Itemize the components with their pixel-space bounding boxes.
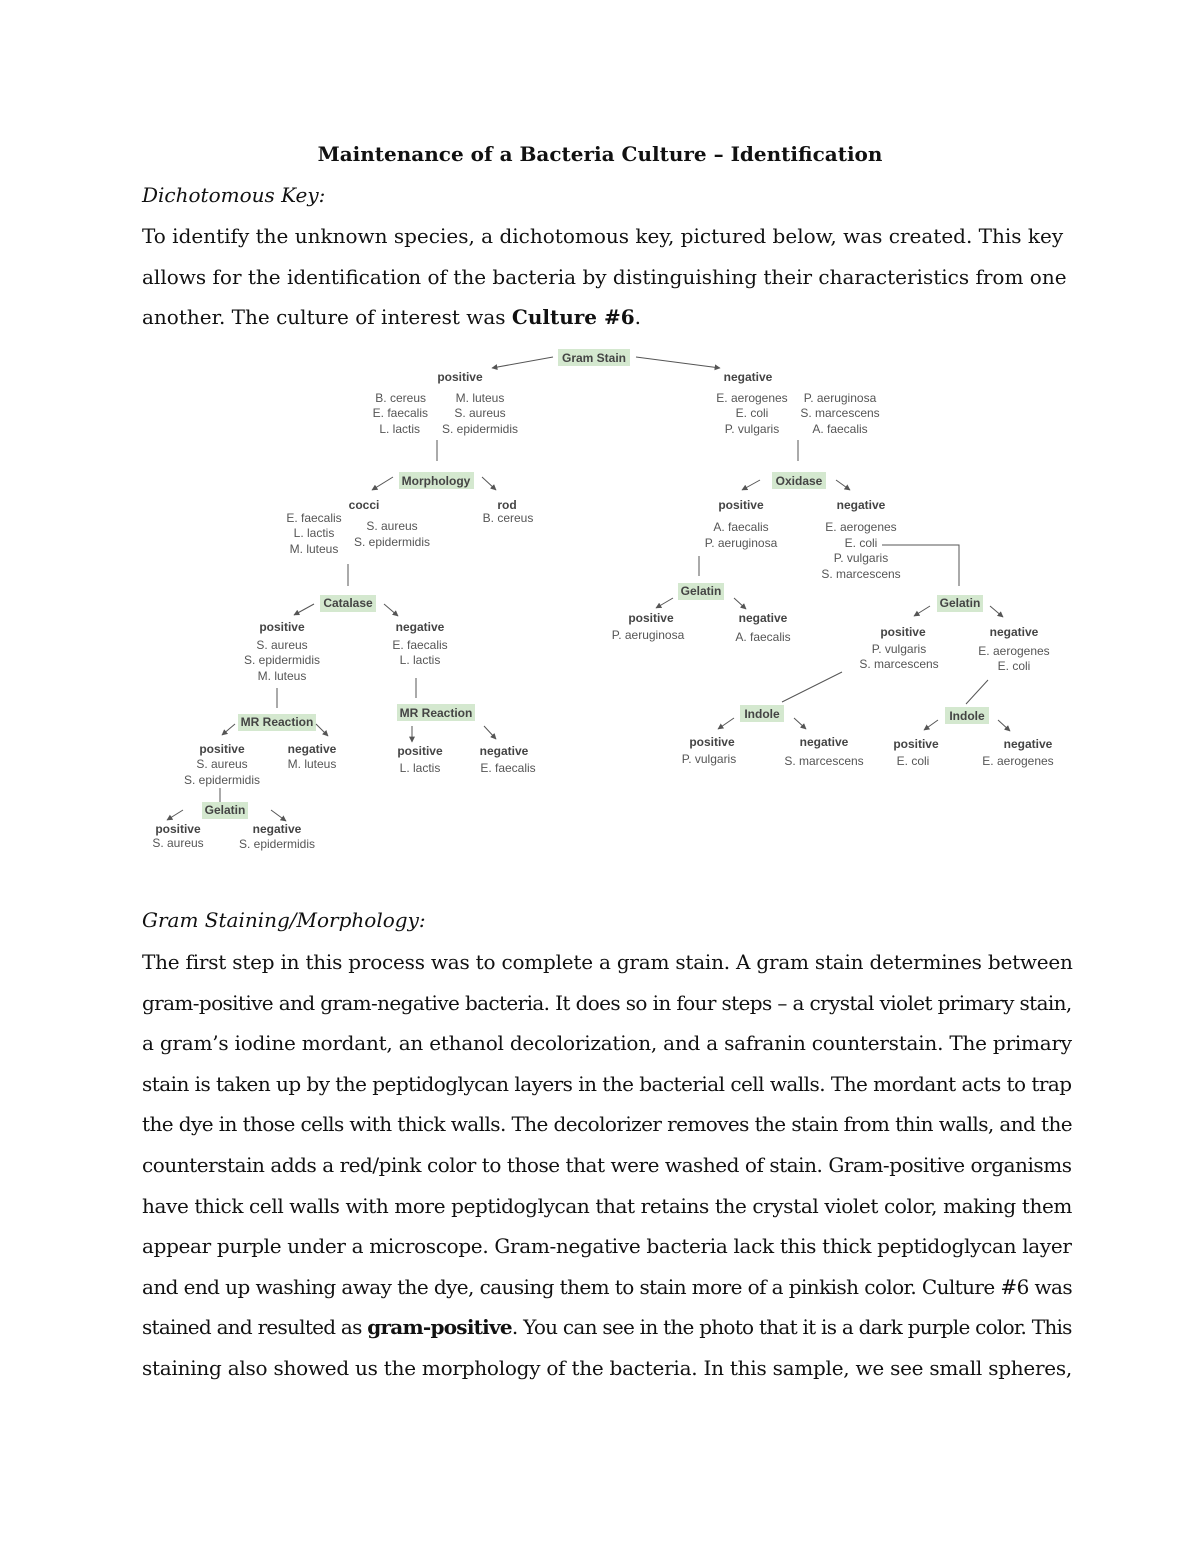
arrow (794, 718, 806, 729)
species-label: E. faecalis (392, 638, 448, 652)
species-label: S. epidermidis (238, 837, 316, 851)
gram-negative-heading: negative (723, 370, 773, 384)
paragraph-line: To identify the unknown species, a dichotomous key, pictured below, was created. This key (142, 224, 1064, 248)
text-run: another. The culture of interest was (142, 305, 512, 330)
indole-label: Indole (949, 709, 985, 723)
gelatin-negative-heading: negative (252, 822, 302, 836)
arrow (484, 726, 496, 739)
arrow (384, 604, 398, 616)
arrow (316, 724, 328, 736)
species-label: A. faecalis (812, 422, 868, 436)
catalase-positive-heading: positive (259, 620, 305, 634)
species-label: L. lactis (293, 526, 335, 540)
species-label: P. aeruginosa (611, 628, 685, 642)
catalase-label: Catalase (323, 596, 373, 610)
mr-positive-heading: positive (397, 744, 443, 758)
connector-line (782, 672, 842, 702)
indole-positive-heading: positive (893, 737, 939, 751)
mr-reaction-label: MR Reaction (399, 706, 473, 720)
species-label: S. aureus (366, 519, 418, 533)
species-label: M. luteus (287, 757, 337, 771)
arrow (990, 606, 1003, 617)
mr-negative-heading: negative (287, 742, 337, 756)
species-label: M. luteus (289, 542, 339, 556)
species-label: B. cereus (375, 391, 426, 405)
species-label: E. faecalis (372, 406, 428, 420)
arrow (482, 477, 496, 490)
paragraph-line (142, 297, 1072, 338)
gram-result-bold: gram-positive (367, 1315, 512, 1340)
gram-stain-label: Gram Stain (561, 351, 627, 365)
species-label: E. coli (735, 406, 769, 420)
indole-negative-heading: negative (799, 735, 849, 749)
species-label: E. aerogenes (716, 391, 788, 405)
paragraph-line: staining also showed us the morphology of the bacteria. In this sample, we see small spheres, (142, 1355, 1073, 1380)
gelatin-positive-heading: positive (155, 822, 201, 836)
paragraph-line: gram-positive and gram-negative bacteria. It does so in four steps – a crystal violet primary stain, (142, 990, 1072, 1015)
species-label: A. faecalis (713, 520, 769, 534)
gelatin-label: Gelatin (939, 596, 981, 610)
gelatin-positive-heading: positive (880, 625, 926, 639)
species-label: P. vulgaris (871, 642, 927, 656)
arrow (271, 810, 286, 821)
rod-heading: rod (497, 498, 517, 512)
document-title: Maintenance of a Bacteria Culture – Identification (317, 142, 883, 166)
species-label: S. epidermidis (183, 773, 261, 787)
species-label: P. aeruginosa (803, 391, 877, 405)
species-label: P. vulgaris (681, 752, 737, 766)
arrow (836, 480, 850, 490)
species-label: S. epidermidis (353, 535, 431, 549)
species-label: E. coli (896, 754, 930, 768)
indole-negative-heading: negative (1003, 737, 1053, 751)
species-label: E. coli (844, 536, 878, 550)
paragraph-line: counterstain adds a red/pink color to those that were washed of stain. Gram-positive organisms (142, 1152, 1072, 1177)
paragraph-line: The first step in this process was to complete a gram stain. A gram stain determines between (142, 950, 1073, 974)
arrow (656, 598, 673, 608)
species-label: L. lactis (379, 422, 420, 436)
species-label: S. aureus (196, 757, 248, 771)
species-label: E. aerogenes (825, 520, 897, 534)
connector-line (966, 680, 988, 704)
species-label: M. luteus (455, 391, 505, 405)
arrow (222, 724, 235, 735)
gelatin-positive-heading: positive (628, 611, 674, 625)
gelatin-negative-heading: negative (989, 625, 1039, 639)
paragraph-line (142, 1307, 1072, 1348)
species-label: M. luteus (257, 669, 307, 683)
species-label: P. vulgaris (724, 422, 780, 436)
paragraph-line: and end up washing away the dye, causing them to stain more of a pinkish color. Culture #6 was (142, 1274, 1073, 1299)
oxidase-label: Oxidase (775, 474, 823, 488)
species-label: S. marcescens (800, 406, 880, 420)
species-label: A. faecalis (735, 630, 791, 644)
gelatin-negative-heading: negative (738, 611, 788, 625)
morphology-label: Morphology (401, 474, 471, 488)
mr-positive-heading: positive (199, 742, 245, 756)
gram-staining-paragraph (142, 942, 1072, 1389)
species-label: S. marcescens (821, 567, 901, 581)
paragraph-line: allows for the identification of the bacteria by distinguishing their characteristics from one (142, 264, 1067, 289)
gelatin-label: Gelatin (680, 584, 722, 598)
species-label: S. aureus (256, 638, 308, 652)
text-run: . (634, 305, 642, 330)
indole-positive-heading: positive (689, 735, 735, 749)
arrow (718, 718, 734, 729)
arrow (167, 810, 183, 820)
species-label: L. lactis (399, 653, 441, 667)
species-label: S. aureus (152, 836, 204, 850)
paragraph-line: appear purple under a microscope. Gram-negative bacteria lack this thick peptidoglycan layer (142, 1234, 1072, 1259)
arrow (734, 598, 746, 609)
species-label: L. lactis (399, 761, 441, 775)
gelatin-label: Gelatin (204, 803, 246, 817)
species-label: E. coli (997, 659, 1031, 673)
cocci-heading: cocci (348, 498, 380, 512)
oxidase-negative-heading: negative (836, 498, 886, 512)
species-label: P. aeruginosa (704, 536, 778, 550)
arrow (294, 604, 314, 615)
section-heading-gram-staining: Gram Staining/Morphology: (142, 908, 426, 932)
text-run: . You can see in the photo that it is a dark purple color. This (511, 1315, 1072, 1340)
paragraph-line: have thick cell walls with more peptidoglycan that retains the crystal violet color, making them (142, 1193, 1072, 1218)
species-label: P. vulgaris (833, 551, 889, 565)
species-label: S. marcescens (859, 657, 939, 671)
species-label: E. faecalis (286, 511, 342, 525)
species-label: B. cereus (482, 511, 534, 525)
arrow (998, 720, 1010, 731)
arrow (492, 357, 553, 368)
mr-negative-heading: negative (479, 744, 529, 758)
species-label: E. faecalis (480, 761, 536, 775)
species-label: S. epidermidis (441, 422, 519, 436)
species-label: S. aureus (454, 406, 506, 420)
arrow (924, 720, 938, 730)
arrow (372, 477, 393, 490)
dichotomous-key-diagram (0, 340, 1200, 860)
arrow (742, 480, 760, 490)
gram-positive-heading: positive (437, 370, 483, 384)
culture-number-bold: Culture #6 (511, 305, 635, 330)
paragraph-line: the dye in those cells with thick walls. The decolorizer removes the stain from thin walls, and the (142, 1112, 1073, 1137)
text-run: stained and resulted as (142, 1315, 368, 1340)
species-label: S. epidermidis (243, 653, 321, 667)
species-label: E. aerogenes (982, 754, 1054, 768)
species-label: S. marcescens (784, 754, 864, 768)
oxidase-positive-heading: positive (718, 498, 764, 512)
arrow (914, 606, 930, 616)
indole-label: Indole (744, 707, 780, 721)
section-heading-dichotomous-key: Dichotomous Key: (142, 183, 326, 207)
catalase-negative-heading: negative (395, 620, 445, 634)
paragraph-line: stain is taken up by the peptidoglycan layers in the bacterial cell walls. The mordant acts to trap (142, 1071, 1072, 1096)
mr-reaction-label: MR Reaction (240, 715, 314, 729)
dichotomous-key-paragraph (142, 216, 1072, 338)
species-label: E. aerogenes (978, 644, 1050, 658)
paragraph-line: a gram’s iodine mordant, an ethanol decolorization, and a safranin counterstain. The primary (142, 1031, 1072, 1056)
arrow (636, 357, 720, 368)
